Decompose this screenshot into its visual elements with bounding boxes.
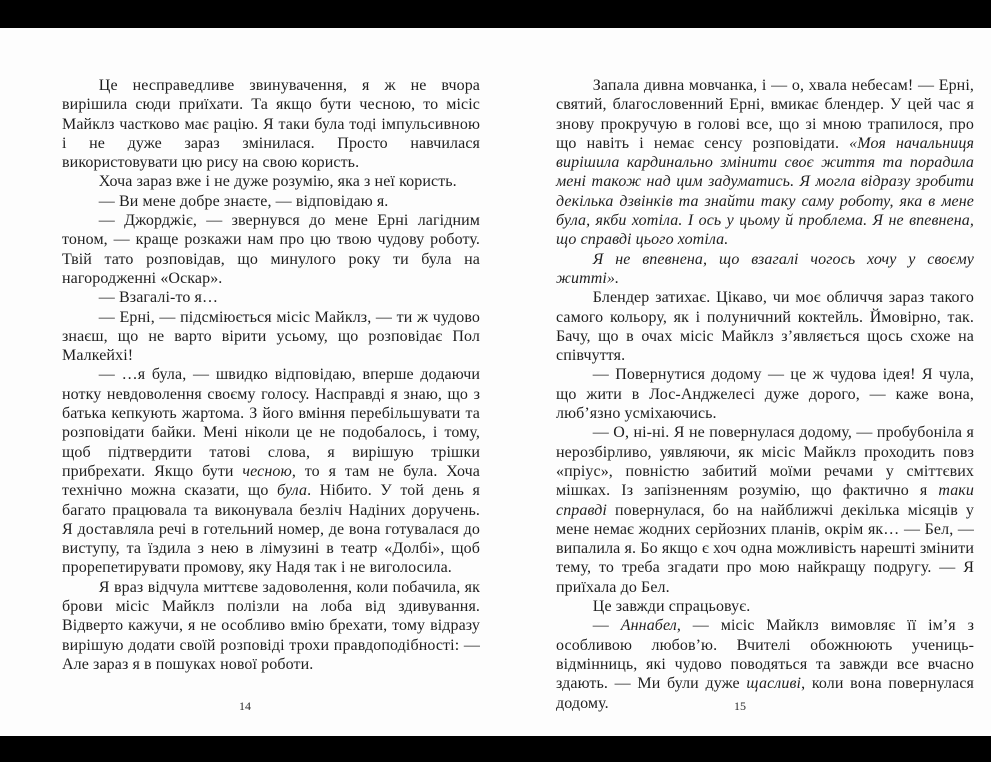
paragraph [62, 288, 480, 307]
paragraph [62, 211, 480, 288]
text-run: Блендер затихає. Цікаво, чи моє обличчя зараз такого самого кольору, як і полуничний коктейль. Ймовірно, так. Бачу, що в очах місіс Майклз з’являється щось схоже на співчуття. [556, 289, 974, 365]
text-run-italic: щасливі [746, 675, 802, 693]
paragraph [62, 578, 480, 674]
paragraph [556, 288, 974, 365]
text-run: — Ерні, — підсміюється місіс Майклз, — ти ж чудово знаєш, що не варто вірити усьому, що розповідає Пол Малкейхі! [62, 308, 480, 365]
paragraph [556, 250, 974, 289]
text-run-italic: чесною [242, 462, 292, 480]
page-right-number: 15 [734, 699, 746, 713]
text-run: — [592, 617, 621, 635]
paragraph [556, 365, 974, 423]
paragraph [556, 597, 974, 616]
text-run-italic: «Моя начальниця вирішила кардинально змінити своє життя та порадила мені також над цим задуматись. Я могла відразу зробити декілька дзвінків та знайти таку саму роботу, яка в мене була, якби хотіла. І ось у цьому й проблема. Я не впевнена, що справді цього хотіла. [556, 134, 974, 249]
text-run: — …я була, — швидко відповідаю, вперше додаючи нотку невдоволення своєму голосу. Насправді я знаю, що з батька кепкують жартома. З його вміння перебільшувати та розповідати байки. Мені ніколи це не подобалось, і тому, щоб підтвердити татові слова, я вирішую трішки прибрехати. Якщо бути [62, 366, 480, 480]
text-run-italic: Я не впевнена, що взагалі чогось хочу у своєму житті». [556, 250, 974, 287]
letterbox-top-bar [0, 0, 991, 28]
paragraph [62, 192, 480, 211]
paragraph [556, 616, 974, 712]
text-run: Це несправедливе звинувачення, я ж не вчора вирішила сюди приїхати. Та якщо бути чесною, то місіс Майклз частково має рацію. Я таки була тоді імпульсивною і не дуже зараз змінилася. Просто навчилася використовувати цю рису на свою користь. [62, 77, 480, 172]
page-left-text [62, 76, 480, 674]
text-run: . Нібито. У той день я багато працювала та виконувала безліч Надіних доручень. Я доставляла речі в готельний номер, де вона готувалася до виступу, та їздила з нею в лімузині в театр «Долбі», щоб прорепетирувати промову, яку Надя так і не виголосила. [62, 482, 480, 577]
text-run: Запала дивна мовчанка, і — о, хвала небесам! — Ерні, святий, благословенний Ерні, вмикає блендер. У цей час я знову прокручую в голові все, що зі мною трапилося, про що навіть і немає сенсу розповідати. [556, 77, 974, 152]
text-run: Хоча зараз вже і не дуже розумію, яка з неї користь. [98, 173, 457, 191]
page-left-number: 14 [239, 699, 251, 713]
text-run-italic: Аннабел [620, 617, 677, 635]
paragraph [62, 308, 480, 366]
paragraph [62, 172, 480, 191]
text-run: , — місіс Майклз вимовляє її ім’я з особливою любов’ю. Вчителі обожнюють учениць-відмінниць, які чудово поводяться та завжди все вчасно здають. — Ми були дуже [556, 617, 975, 693]
page-right-text [556, 76, 974, 713]
paragraph [556, 76, 974, 250]
text-run: Це завжди спрацьовує. [592, 598, 751, 616]
letterbox-bottom-bar [0, 736, 991, 762]
text-run-italic: таки справді [556, 482, 974, 519]
text-run: — Ви мене добре знаєте, — відповідаю я. [98, 192, 389, 210]
text-run: — О, ні-ні. Я не повернулася додому, — пробубоніла я нерозбірливо, уявляючи, як місіс Майклз проходить повз «пріус», повністю забитий моїми речами у сміттєвих мішках. Із запізненням розумію, що фактично я [556, 424, 974, 500]
paragraph [62, 76, 480, 172]
paragraph [62, 365, 480, 577]
text-run: — Джорджіє, — звернувся до мене Ерні лагідним тоном, — краще розкажи нам про цю твою чудову роботу. Твій тато розповідав, що минулого року ти була на нагородженні «Оскар». [62, 212, 480, 287]
text-run-italic: була [276, 482, 308, 500]
paragraph [556, 423, 974, 597]
text-run: — Взагалі-то я… [98, 289, 219, 307]
text-run: повернулася, бо на найближчі декілька місяців у мене немає жодних серйозних планів, окрім як… — Бел, — випалила я. Бо якщо є хоч одна можливість нарешті змінити тему, то треба згадати про мою найкращу подругу. — Я приїхала до Бел. [556, 501, 974, 596]
text-run: , коли вона повернулася додому. [556, 675, 974, 712]
text-run: Я враз відчула миттєве задоволення, коли побачила, як брови місіс Майклз полізли на лоба від здивування. Відверто кажучи, я не особливо вмію брехати, тому відразу вирішую додати своїй розповіді трохи правдоподібності: — Але зараз я в пошуках нової роботи. [62, 578, 480, 673]
text-run: , то я там не була. Хоча технічно можна сказати, що [62, 462, 480, 500]
text-run: — Повернутися додому — це ж чудова ідея! Я чула, що жити в Лос-Анджелесі дуже дорого, — каже вона, люб’язно усміхаючись. [556, 366, 974, 423]
